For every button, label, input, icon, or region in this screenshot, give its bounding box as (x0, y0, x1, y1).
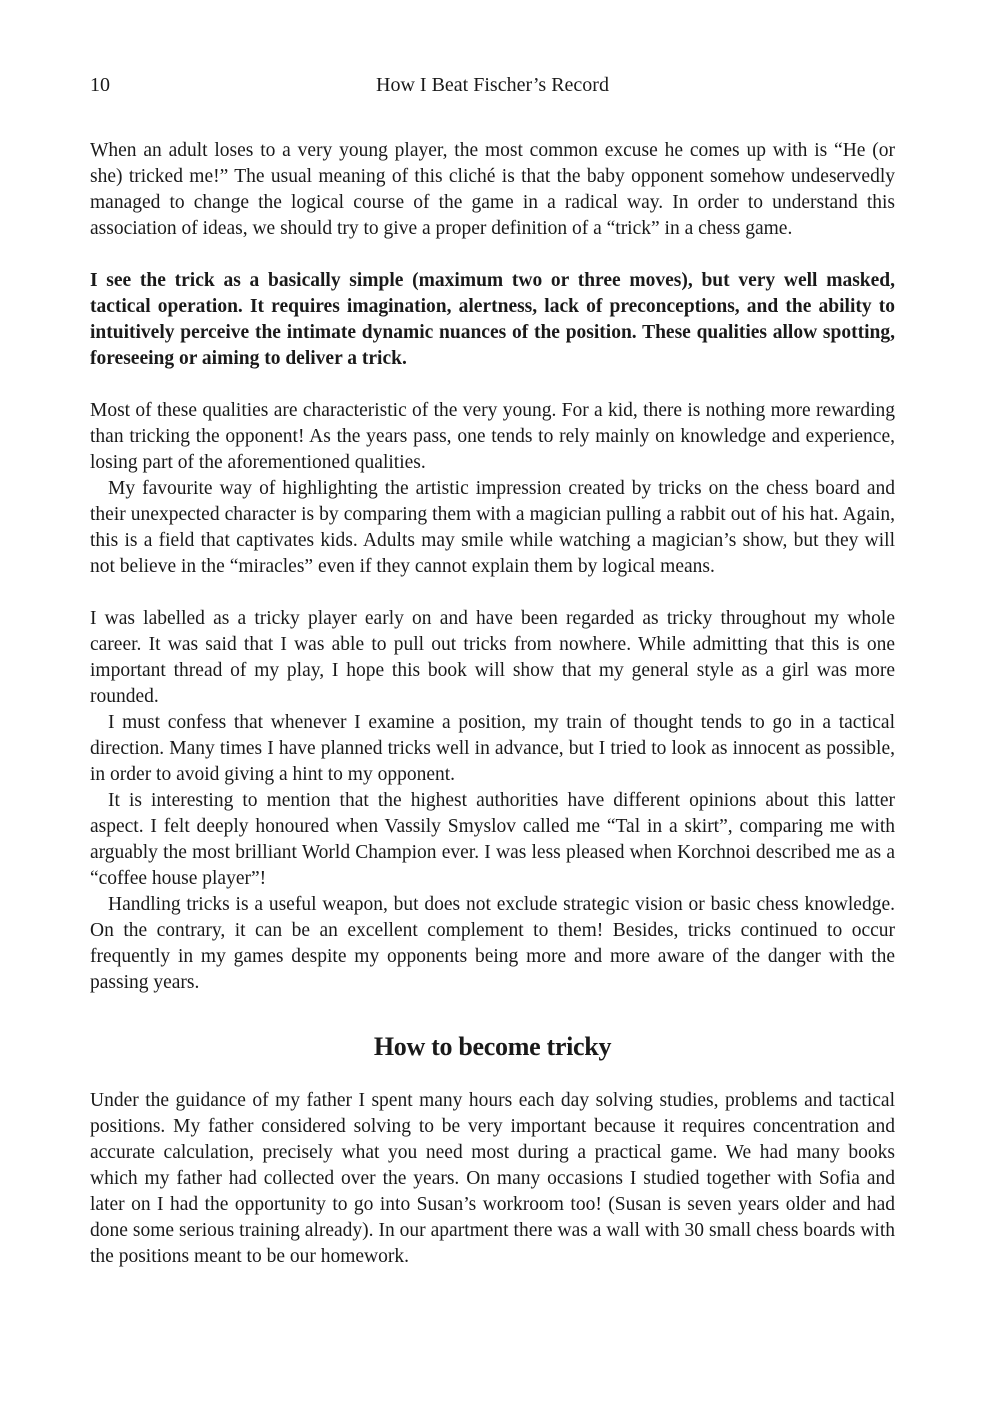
paragraph-intro: When an adult loses to a very young player, the most common excuse he comes up with is “He (or she) tricked me!” The usual meaning of this cliché is that the baby opponent somehow undeservedly managed to change the logical course of the game in a radical way. In order to understand this association of ideas, we should try to give a proper definition of a “trick” in a chess game. (90, 140, 895, 239)
paragraph-qualities: Most of these qualities are characteristic of the very young. For a kid, there is nothing more rewarding than tricking the opponent! As the years pass, one tends to rely mainly on knowledge and experience, losing part of the aforementioned qualities. (90, 400, 895, 473)
paragraph-handling-tricks: Handling tricks is a useful weapon, but does not exclude strategic vision or basic chess knowledge. On the contrary, it can be an excellent complement to them! Besides, tricks continued to occur frequently in my games despite my opponents being more and more aware of the danger with the passing years. (90, 894, 895, 993)
paragraph-trick-definition: I see the trick as a basically simple (maximum two or three moves), but very well masked, tactical operation. It requires imagination, alertness, lack of preconceptions, and the ability to intuitively perceive the intimate dynamic nuances of the position. These qualities allow spotting, foreseeing or aiming to deliver a trick. (90, 270, 895, 369)
section-heading: How to become tricky (373, 1032, 612, 1061)
body-text (90, 138, 895, 1270)
paragraph-father-guidance: Under the guidance of my father I spent many hours each day solving studies, problems and tactical positions. My father considered solving to be very important because it requires concentration and accurate calculation, precisely what you need most during a practical game. We had many books which my father had collected over the years. On many occasions I studied together with Sofia and later on I had the opportunity to go into Susan’s workroom too! (Susan is seven years older and had done some serious training already). In our apartment there was a wall with 30 small chess boards with the positions meant to be our homework. (90, 1090, 895, 1267)
running-title: How I Beat Fischer’s Record (376, 74, 609, 96)
paragraph-confession: I must confess that whenever I examine a position, my train of thought tends to go in a tactical direction. Many times I have planned tricks well in advance, but I tried to look as innocent as possible, in order to avoid giving a hint to my opponent. (90, 712, 895, 785)
paragraph-authorities: It is interesting to mention that the highest authorities have different opinions about this latter aspect. I felt deeply honoured when Vassily Smyslov called me “Tal in a skirt”, comparing me with arguably the most brilliant World Champion ever. I was less pleased when Korchnoi described me as a “coffee house player”! (90, 790, 895, 889)
paragraph-magician: My favourite way of highlighting the artistic impression created by tricks on the chess board and their unexpected character is by comparing them with a magician pulling a rabbit out of his hat. Again, this is a field that captivates kids. Adults may smile while watching a magician’s show, but they will not believe in the “miracles” even if they cannot explain them by logical means. (90, 478, 895, 577)
running-head (90, 72, 895, 98)
paragraph-tricky-player: I was labelled as a tricky player early on and have been regarded as tricky throughout my whole career. It was said that I was able to pull out tricks from nowhere. While admitting that this is one important thread of my play, I hope this book will show that my general style as a girl was more rounded. (90, 608, 895, 707)
page-number: 10 (90, 74, 110, 96)
